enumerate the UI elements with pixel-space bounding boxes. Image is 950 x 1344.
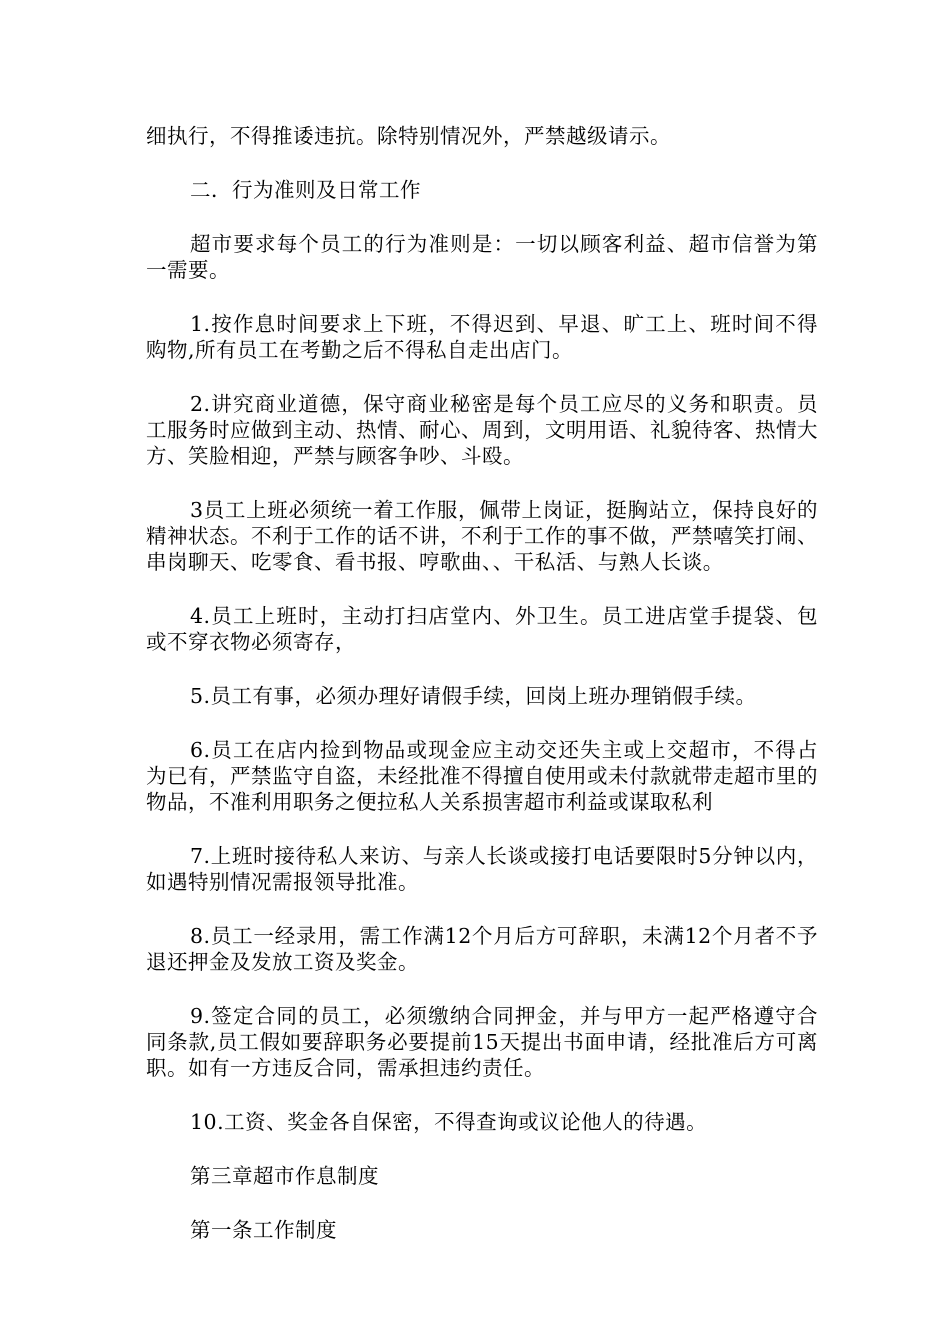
chapter-heading: 第三章超市作息制度 (190, 1164, 379, 1188)
rule-item-10: 10.工资、奖金各自保密，不得查询或议论他人的待遇。 (190, 1110, 708, 1134)
rule-item-2: 2.讲究商业道德，保守商业秘密是每个员工应尽的义务和职责。员工服务时应做到主动、热情、耐心、周到，文明用语、礼貌待客、热情大方、笑脸相迎，严禁与顾客争吵、斗殴。 (146, 392, 818, 468)
rule-item-6: 6.员工在店内捡到物品或现金应主动交还失主或上交超市，不得占为已有，严禁监守自盗，未经批准不得擅自使用或未付款就带走超市里的物品，不准利用职务之便拉私人关系损害超市利益或谋取私利 (146, 738, 818, 814)
rule-item-3: 3员工上班必须统一着工作服，佩带上岗证，挺胸站立，保持良好的精神状态。不利于工作的话不讲，不利于工作的事不做，严禁嘻笑打闹、串岗聊天、吃零食、看书报、哼歌曲、、干私活、与熟人长谈。 (146, 498, 818, 574)
rule-item-7: 7.上班时接待私人来访、与亲人长谈或接打电话要限时5分钟以内，如遇特别情况需报领导批准。 (146, 844, 818, 894)
section-heading-conduct: 二．行为准则及日常工作 (190, 178, 421, 202)
article-heading: 第一条工作制度 (190, 1218, 337, 1242)
paragraph-continuation: 细执行，不得推诿违抗。除特别情况外，严禁越级请示。 (146, 124, 671, 148)
rule-item-8: 8.员工一经录用，需工作满12个月后方可辞职，未满12个月者不予退还押金及发放工资及奖金。 (146, 924, 818, 974)
rule-item-1: 1.按作息时间要求上下班，不得迟到、早退、旷工上、班时间不得购物,所有员工在考勤之后不得私自走出店门。 (146, 312, 818, 362)
rule-item-4: 4.员工上班时，主动打扫店堂内、外卫生。员工进店堂手提袋、包或不穿衣物必须寄存， (146, 604, 818, 654)
rule-item-5: 5.员工有事，必须办理好请假手续，回岗上班办理销假手续。 (190, 684, 757, 708)
paragraph-intro: 超市要求每个员工的行为准则是：一切以顾客利益、超市信誉为第一需要。 (146, 232, 818, 282)
rule-item-9: 9.签定合同的员工，必须缴纳合同押金，并与甲方一起严格遵守合同条款,员工假如要辞职务必要提前15天提出书面申请，经批准后方可离职。如有一方违反合同，需承担违约责任。 (146, 1004, 818, 1080)
